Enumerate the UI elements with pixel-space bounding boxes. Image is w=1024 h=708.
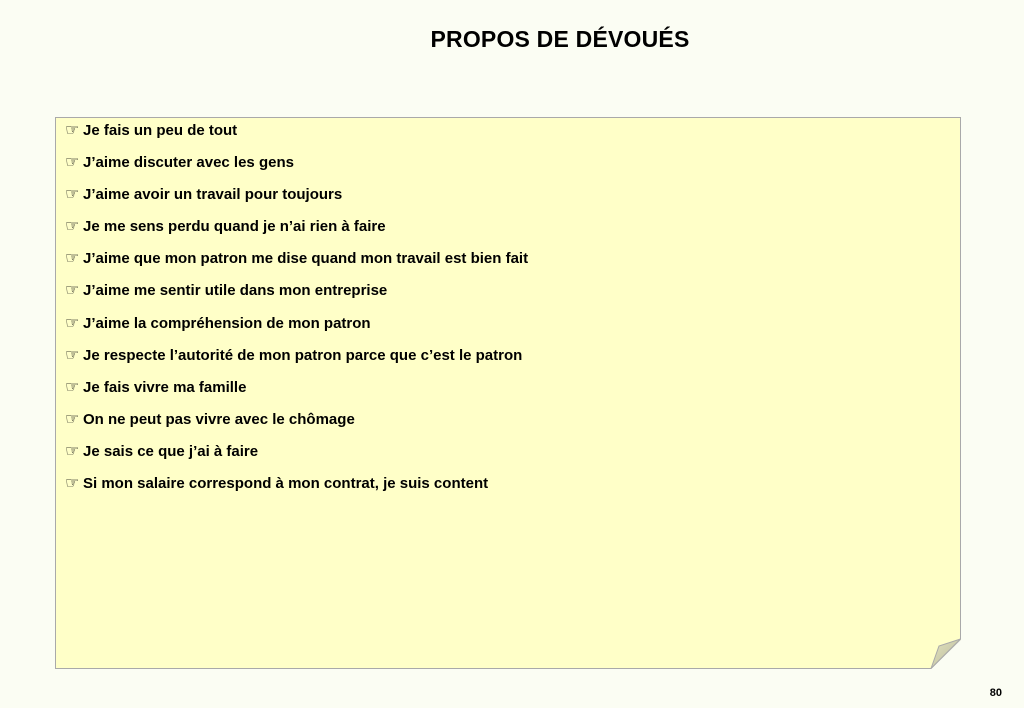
page-number: 80 bbox=[989, 687, 1002, 699]
pointing-hand-icon: ☞ bbox=[65, 218, 80, 236]
pointing-hand-icon: ☞ bbox=[65, 314, 80, 332]
statement-list bbox=[65, 122, 528, 507]
pointing-hand-icon: ☞ bbox=[65, 346, 80, 364]
list-item: ☞ Je sais ce que j’ai à faire bbox=[65, 442, 259, 460]
pointing-hand-icon: ☞ bbox=[65, 154, 80, 172]
page-title: PROPOS DE DÉVOUÉS bbox=[430, 26, 690, 52]
pointing-hand-icon: ☞ bbox=[65, 282, 80, 300]
sticky-note bbox=[55, 117, 962, 669]
pointing-hand-icon: ☞ bbox=[65, 442, 80, 460]
list-item: ☞ J’aime avoir un travail pour toujours bbox=[65, 186, 343, 204]
list-item: ☞ J’aime discuter avec les gens bbox=[65, 154, 294, 172]
pointing-hand-icon: ☞ bbox=[65, 475, 80, 493]
pointing-hand-icon: ☞ bbox=[65, 250, 80, 268]
pointing-hand-icon: ☞ bbox=[65, 378, 80, 396]
pointing-hand-icon: ☞ bbox=[65, 186, 80, 204]
list-item: ☞ Je fais vivre ma famille bbox=[65, 378, 247, 396]
list-item: ☞ J’aime me sentir utile dans mon entreprise bbox=[65, 282, 388, 300]
list-item: ☞ J’aime la compréhension de mon patron bbox=[65, 314, 371, 332]
pointing-hand-icon: ☞ bbox=[65, 410, 80, 428]
list-item: ☞ On ne peut pas vivre avec le chômage bbox=[65, 410, 355, 428]
list-item: ☞ Si mon salaire correspond à mon contrat, je suis content bbox=[65, 475, 489, 493]
list-item: ☞ J’aime que mon patron me dise quand mon travail est bien fait bbox=[65, 250, 529, 268]
pointing-hand-icon: ☞ bbox=[65, 122, 80, 139]
list-item: ☞ Je me sens perdu quand je n’ai rien à faire bbox=[65, 218, 386, 236]
list-item: ☞ Je respecte l’autorité de mon patron parce que c’est le patron bbox=[65, 346, 523, 364]
list-item: ☞ Je fais un peu de tout bbox=[65, 122, 238, 139]
